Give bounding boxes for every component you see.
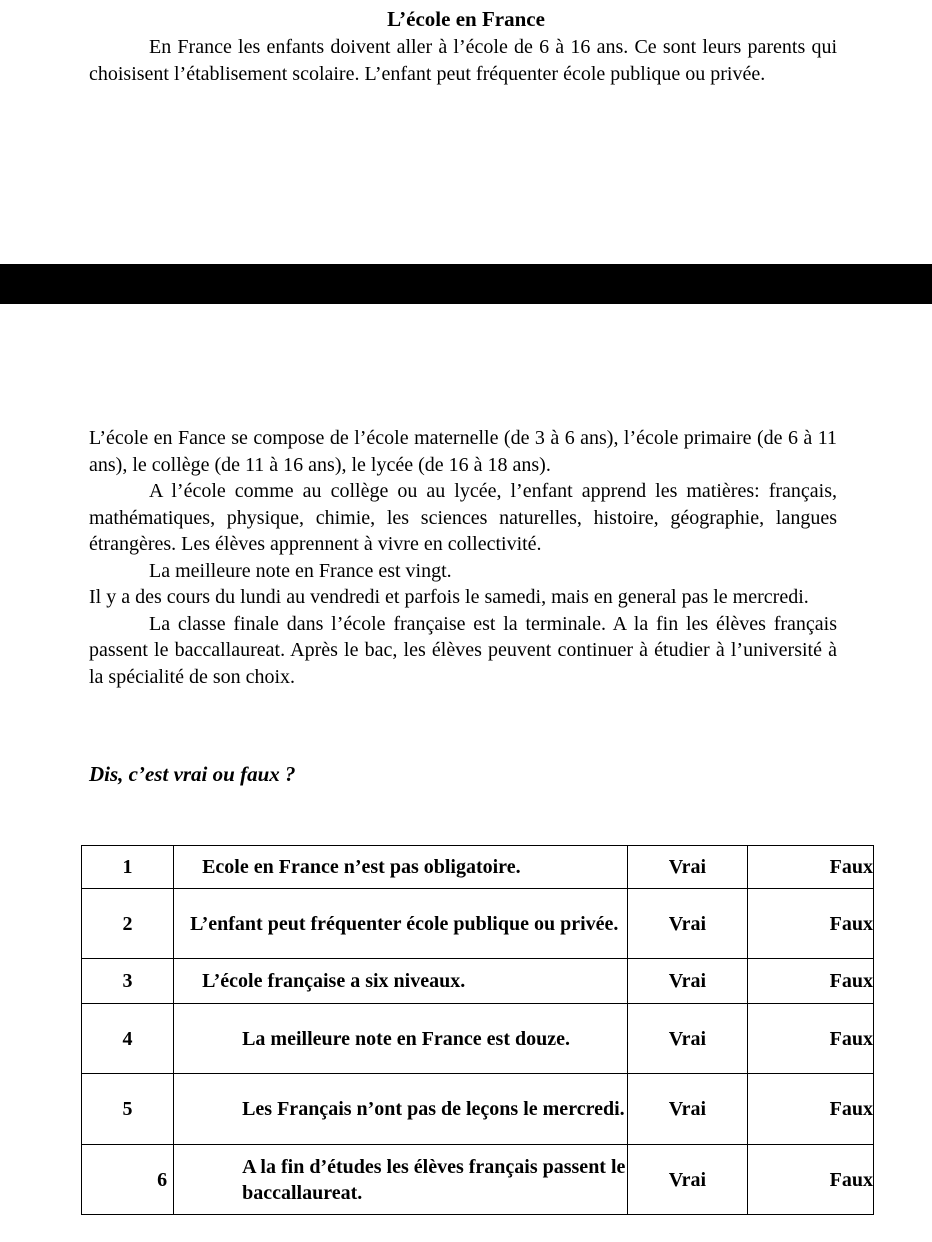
faux-option[interactable]: Faux — [747, 1074, 873, 1145]
statement-text: Les Français n’ont pas de leçons le mercredi. — [242, 1098, 625, 1120]
redaction-bar — [0, 264, 932, 304]
faux-option[interactable]: Faux — [747, 959, 873, 1004]
row-number: 6 — [82, 1145, 174, 1215]
exercise-question: Dis, c’est vrai ou faux ? — [89, 762, 296, 786]
faux-option[interactable]: Faux — [747, 1145, 873, 1215]
vrai-option[interactable]: Vrai — [627, 1074, 747, 1145]
row-number: 3 — [82, 959, 174, 1004]
document-title: L’école en France — [387, 7, 545, 31]
statement-text: L’enfant peut fréquenter école publique ou privée. — [190, 912, 619, 935]
table-row — [82, 889, 874, 959]
vrai-option[interactable]: Vrai — [627, 1004, 747, 1074]
table-row — [82, 1145, 874, 1215]
table-row — [82, 959, 874, 1004]
statement-cell — [174, 846, 628, 889]
row-number: 4 — [82, 1004, 174, 1074]
statement-cell — [174, 889, 628, 959]
true-false-table — [81, 845, 874, 1215]
statement-text: L’école française a six niveaux. — [202, 970, 466, 992]
vrai-option[interactable]: Vrai — [627, 846, 747, 889]
intro-paragraph: En France les enfants doivent aller à l’école de 6 à 16 ans. Ce sont leurs parents qui choisisent l’établisement scolaire. L’enfant peut fréquenter école publique ou privée. — [89, 36, 837, 85]
paragraph-best-grade: La meilleure note en France est vingt. — [149, 559, 452, 582]
faux-option[interactable]: Faux — [747, 1004, 873, 1074]
table-row — [82, 1004, 874, 1074]
vrai-option[interactable]: Vrai — [627, 959, 747, 1004]
faux-option[interactable]: Faux — [747, 846, 873, 889]
paragraph-school-levels: L’école en Fance se compose de l’école maternelle (de 3 à 6 ans), l’école primaire (de 6 à 11 ans), le collège (de 11 à 16 ans), le lycée (de 16 à 18 ans). — [89, 427, 837, 476]
row-number: 5 — [82, 1074, 174, 1145]
vrai-option[interactable]: Vrai — [627, 1145, 747, 1215]
statement-cell — [174, 1145, 628, 1215]
statement-text: A la fin d’études les élèves français passent le baccallaureat. — [242, 1155, 626, 1204]
main-text — [89, 425, 837, 690]
statement-text: La meilleure note en France est douze. — [242, 1027, 570, 1050]
paragraph-final-class: La classe finale dans l’école française est la terminale. A la fin les élèves français passent le baccallaureat. Après le bac, les élèves peuvent continuer à étudier à l’université à la spécialité de son choix. — [89, 612, 837, 688]
paragraph-subjects: A l’école comme au collège ou au lycée, l’enfant apprend les matières: français, mathématiques, physique, chimie, les sciences naturelles, histoire, géographie, langues étrangères. Les élèves apprennent à vivre en collectivité. — [89, 480, 837, 555]
statement-cell — [174, 959, 628, 1004]
statement-text: Ecole en France n’est pas obligatoire. — [202, 856, 521, 878]
row-number: 1 — [82, 846, 174, 889]
statement-cell — [174, 1004, 628, 1074]
vrai-option[interactable]: Vrai — [627, 889, 747, 959]
faux-option[interactable]: Faux — [747, 889, 873, 959]
paragraph-schedule: Il y a des cours du lundi au vendredi et parfois le samedi, mais en general pas le mercredi. — [89, 586, 809, 608]
table-row — [82, 846, 874, 889]
statement-cell — [174, 1074, 628, 1145]
row-number: 2 — [82, 889, 174, 959]
table-row — [82, 1074, 874, 1145]
